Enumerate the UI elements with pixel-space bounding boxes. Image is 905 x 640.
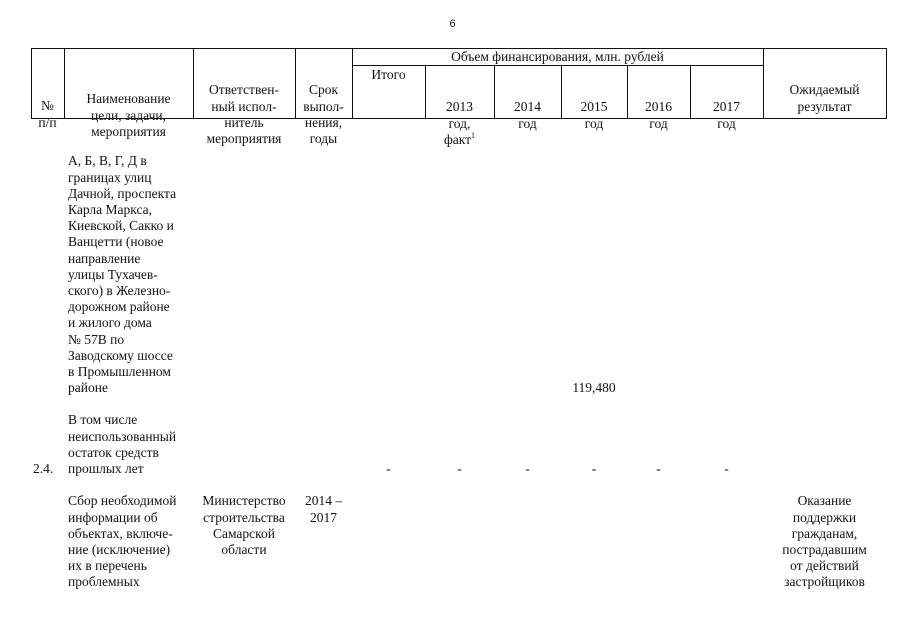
header-2014: 2014 год bbox=[514, 99, 541, 131]
row-2-4-2013: - bbox=[457, 461, 462, 476]
row-2-4-executor: Министерство строительства Самарской области bbox=[202, 493, 286, 558]
including-2015-value: 119,480 bbox=[572, 380, 616, 395]
row-2-4-total: - bbox=[386, 461, 391, 476]
col-border-11 bbox=[886, 48, 887, 119]
continued-name-cell: А, Б, В, Г, Д в границах улиц Дачной, проспекта Карла Маркса, Киевской, Сакко и Ванцетти (новое направление улицы Тухачев- ского) в Железно- дорожном районе и жилого дома № 57В по Заводскому шоссе в Промышленном районе bbox=[68, 153, 177, 396]
row-2-4-2014: - bbox=[525, 461, 530, 476]
header-name: Наименование цели, задачи, мероприятия bbox=[86, 91, 171, 139]
header-num: № п/п bbox=[38, 98, 57, 130]
row-2-4-2016: - bbox=[656, 461, 661, 476]
header-2016: 2016 год bbox=[645, 99, 672, 131]
header-total: Итого bbox=[371, 67, 406, 82]
row-2-4-2017: - bbox=[724, 461, 729, 476]
row-2-4-2015: - bbox=[591, 461, 597, 476]
header-result: Ожидаемый результат bbox=[789, 82, 860, 114]
header-2013: 2013 год, факт$^1$ bbox=[443, 99, 476, 147]
header-executor: Ответствен- ный испол- нитель мероприятия bbox=[206, 82, 282, 147]
header-2015: 2015 год bbox=[580, 99, 608, 131]
row-2-4-name: Сбор необходимой информации об объектах, включе- ние (исключение) их в перечень проблемных bbox=[68, 493, 177, 590]
row-2-4-num: 2.4. bbox=[33, 461, 54, 476]
row-2-4-result: Оказание поддержки гражданам, пострадавшим от действий застройщиков bbox=[782, 493, 867, 590]
header-term: Срок выпол- нения, годы bbox=[303, 82, 344, 147]
footnote-mark: 1 bbox=[471, 130, 476, 140]
including-name-cell: В том числе неиспользованный остаток средств прошлых лет bbox=[68, 412, 177, 477]
page-number: 6 bbox=[449, 18, 456, 30]
row-2-4-term: 2014 – 2017 bbox=[304, 493, 343, 525]
header-2017: 2017 год bbox=[713, 99, 740, 131]
header-funding: Объем финансирования, млн. рублей bbox=[451, 49, 664, 64]
